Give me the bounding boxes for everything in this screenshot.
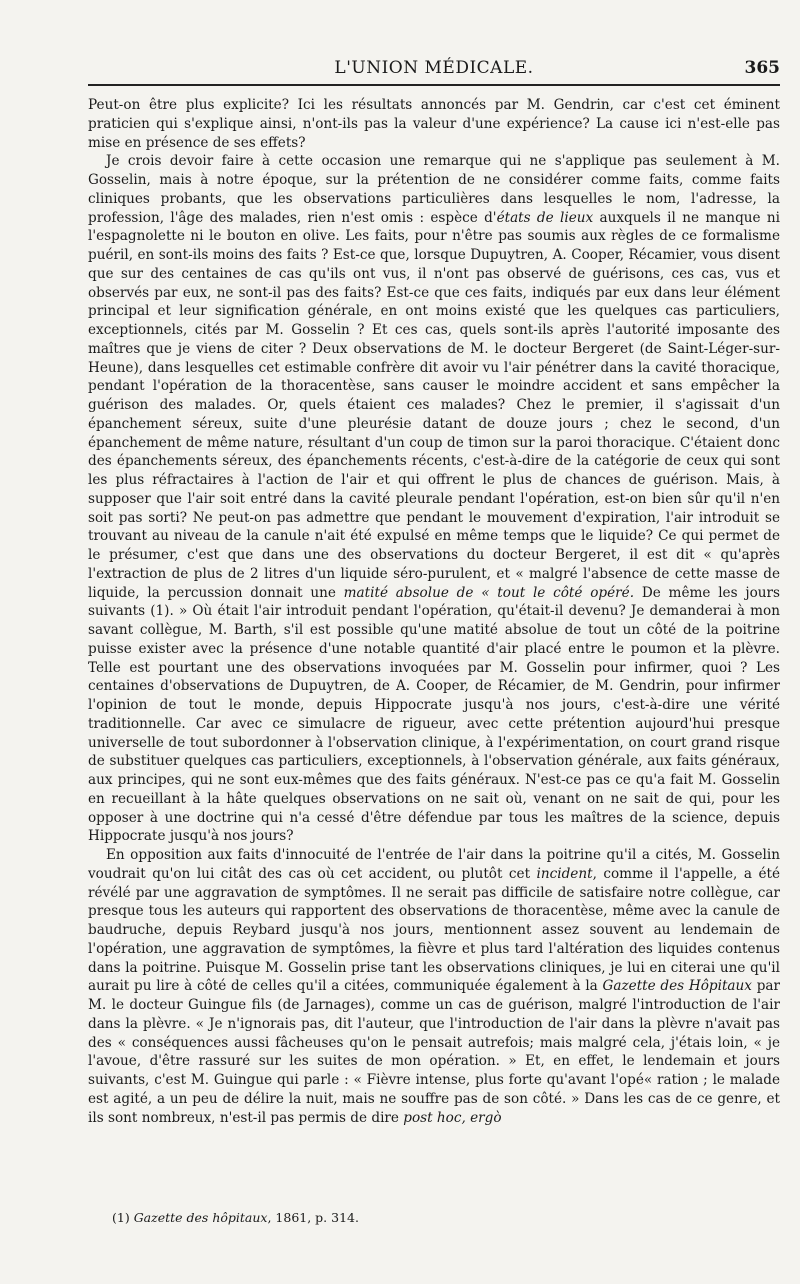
footnote-journal-title: Gazette des hôpitaux [133,1210,268,1225]
italic-text: post hoc, ergò [403,1109,502,1126]
paragraph [88,96,780,152]
italic-text: Gazette des Hôpitaux [602,978,752,995]
paragraph-text: Peut-on être plus explicite? Ici les résultats annoncés par M. Gendrin, car c'est cet éminent praticien qui s'explique ainsi, n'ont-ils pas la valeur d'une expérience? La cause ici n'est-elle pas mise en présence de ses effets? [88,97,780,151]
paragraph-text: auxquels il ne manque ni l'espagnolette ni le bouton en olive. Les faits, pour n'être pas soumis aux règles de ce formalisme puéril, en sont-ils moins des faits ? Est-ce que, lorsque Dupuytren, A. Cooper, Récamier, vous disent que sur des centaines de cas qu'ils ont vus, il n'ont pas observé de guérisons, ces cas, vus et observés par eux, ne sont-il pas des faits? Est-ce que ces faits, indiqués par eux dans leur élément principal et leur signification générale, en ont moins existé que les quelques cas particuliers, exceptionnels, cités par M. Gosselin ? Et ces cas, quels sont-ils après l'autorité imposante des maîtres que je viens de citer ? Deux observations de M. le docteur Bergeret (de Saint-Léger-sur-Heune), dans lesquelles cet estimable confrère dit avoir vu l'air pénétrer dans la cavité thoracique, pendant l'opération de la thoracentèse, sans causer le moindre accident et sans empêcher la guérison des malades. Or, quels étaient ces malades? Chez le premier, il s'agissait d'un épanchement séreux, suite d'une pleurésie datant de douze jours ; chez le second, d'un épanchement de même nature, résultant d'un coup de timon sur la paroi thoracique. C'étaient donc des épanchements séreux, des épanchements récents, c'est-à-dire de la catégorie de ceux qui sont les plus réfractaires à l'action de l'air et qui offrent le plus de chances de guérison. Mais, à supposer que l'air soit entré dans la cavité pleurale pendant l'opération, est-on bien sûr qu'il n'en soit pas sorti? Ne peut-on pas admettre que pendant le mouvement d'expiration, l'air introduit se trouvant au niveau de la canule n'ait été expulsé en même temps que le liquide? Ce qui permet de le présumer, c'est que dans une des observations du docteur Bergeret, il est dit « qu'après l'extraction de plus de 2 litres d'un liquide séro-purulent, et « malgré l'absence de cette masse de liquide, la percussion donnait une [88,209,780,601]
footnote-marker: (1) [112,1210,134,1225]
paragraph [88,152,780,846]
paragraph-text: En opposition aux faits d'innocuité de l'entrée de l'air dans la poitrine qu'il a cités, M. Gosselin voudrait qu'on lui citât des cas où cet accident, ou plutôt cet [88,847,780,882]
italic-text: incident [536,865,593,882]
italic-text: matité absolue de « tout le côté opéré. [343,584,635,601]
running-header [88,58,780,86]
paragraph-text: De même les jours suivants (1). » Où était l'air introduit pendant l'opération, qu'était-il devenu? Je demanderai à mon savant collègue, M. Barth, s'il est possible qu'une matité absolue de tout un côté de la poitrine puisse exister avec la présence d'une notable quantité d'air placé entre le poumon et la plèvre. Telle est pourtant une des observations invoquées par M. Gosselin pour infirmer, quoi ? Les centaines d'observations de Dupuytren, de A. Cooper, de Récamier, de M. Gendrin, pour infirmer l'opinion de tout le monde, depuis Hippocrate jusqu'à nos jours, c'est-à-dire une vérité traditionnelle. Car avec ce simulacre de rigueur, avec cette prétention aujourd'hui presque universelle de tout subordonner à l'observation clinique, à l'expérimentation, on court grand risque de substituer quelques cas particuliers, exceptionnels, à l'observation générale, aux faits généraux, aux principes, qui ne sont eux-mêmes que des faits généraux. N'est-ce pas ce qu'a fait M. Gosselin en recueillant à la hâte quelques observations on ne sait où, venant on ne sait de qui, pour les opposer à une doctrine qui n'a cessé d'être défendue par tous les maîtres de la science, depuis Hippocrate jusqu'à nos jours? [88,584,780,845]
paragraph-text: , comme il l'appelle, a été révélé par une aggravation de symptômes. Il ne serait pas difficile de satisfaire notre collègue, car presque tous les auteurs qui rapportent des observations de thoracentèse, même avec la canule de baudruche, depuis Reybard jusqu'à nos jours, mentionnent assez souvent au lendemain de l'opération, une aggravation de symptômes, la fièvre et plus tard l'altération des liquides contenus dans la poitrine. Puisque M. Gosselin prise tant les observations cliniques, je lui en citerai une qu'il aurait pu lire à côté de celles qu'il a citées, communiquée également à la [88,865,780,995]
footnote [112,1210,359,1225]
paragraph-text: par M. le docteur Guingue fils (de Jarnages), comme un cas de guérison, malgré l'introduction de l'air dans la plèvre. « Je n'ignorais pas, dit l'auteur, que l'introduction de l'air dans la plèvre n'avait pas des « conséquences aussi fâcheuses qu'on le pensait autrefois; mais malgré cela, j'étais loin, « je l'avoue, d'être rassuré sur les suites de mon opération. » Et, en effet, le lendemain et jours suivants, c'est M. Guingue qui parle : « Fièvre intense, plus forte qu'avant l'opé« ration ; le malade est agité, a un peu de délire la nuit, mais ne souffre pas de son côté. » Dans les cas de ce genre, et ils sont nombreux, n'est-il pas permis de dire [88,978,780,1126]
page-number: 365 [744,58,780,78]
italic-text: états de lieux [496,209,594,226]
footnote-citation: , 1861, p. 314. [267,1210,359,1225]
running-title: L'UNION MÉDICALE. [334,58,534,78]
paragraph [88,846,780,1127]
paragraph-text: Je crois devoir faire à cette occasion une remarque qui ne s'applique pas seulement à M. Gosselin, mais à notre époque, sur la prétention de ne considérer comme faits, comme faits cliniques probants, que les observations particulières dans lesquelles le nom, l'adresse, la profession, l'âge des malades, rien n'est omis : espèce d' [88,153,780,226]
body-text [88,96,780,1127]
